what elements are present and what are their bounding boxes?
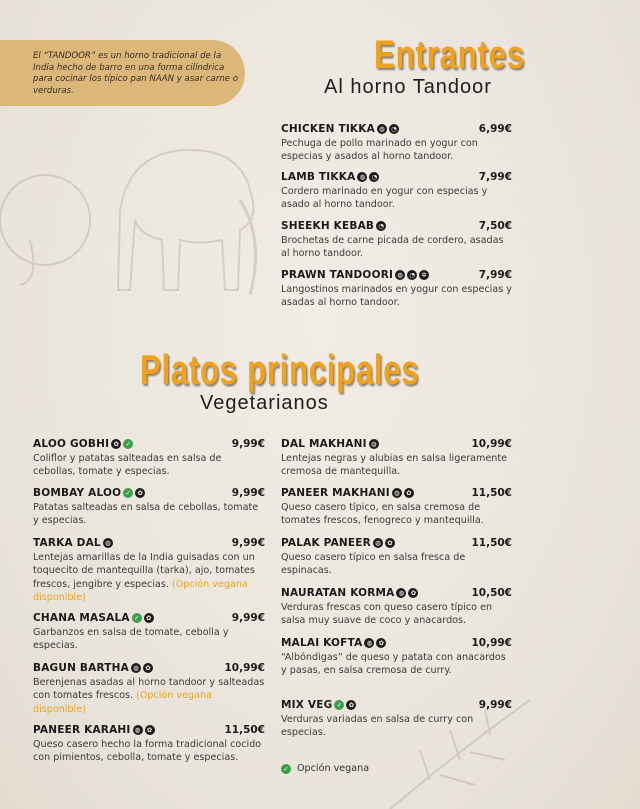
- menu-item-price: 11,50€: [471, 487, 512, 499]
- menu-item-name: BAGUN BARTHA: [33, 662, 129, 674]
- menu-item-description: [281, 601, 512, 628]
- menu-item-price: 9,99€: [478, 699, 512, 711]
- menu-item-header: [281, 636, 512, 650]
- nuts-icon: ✿: [408, 588, 418, 598]
- celery-icon: ◔: [389, 124, 399, 134]
- menu-item-description: [33, 738, 265, 765]
- menu-item-description: [281, 651, 512, 678]
- nuts-icon: ✿: [385, 538, 395, 548]
- description-text: Queso casero típico, en salsa cremosa de tomates frescos, fenogreco y mantequilla.: [281, 502, 484, 527]
- description-text: Verduras frescas con queso casero típico en salsa muy suave de coco y anacardos.: [281, 602, 493, 627]
- dairy-icon: ◍: [396, 588, 406, 598]
- nuts-icon: ✿: [346, 700, 356, 710]
- dairy-icon: ◍: [373, 538, 383, 548]
- menu-item-description: [281, 234, 512, 261]
- nuts-icon: ✿: [144, 613, 154, 623]
- description-text: Queso casero típico en salsa fresca de espinacas.: [281, 552, 466, 577]
- menu-item: [281, 636, 512, 678]
- menu-item: [33, 611, 265, 653]
- description-text: Queso casero hecho la forma tradicional cocido con pimientos, cebolla, tomate y especias.: [33, 739, 262, 764]
- menu-item-description: [281, 185, 512, 212]
- section-title-starters: Entrantes: [374, 33, 525, 77]
- menu-item-name: MALAI KOFTA: [281, 637, 363, 649]
- description-text: Patatas salteadas en salsa de cebollas, tomate y especias.: [33, 502, 259, 527]
- menu-item-name: PANEER KARAHI: [33, 724, 131, 736]
- menu-item-header: [281, 486, 512, 500]
- menu-item: [33, 486, 265, 528]
- menu-item-name: BOMBAY ALOO: [33, 487, 122, 499]
- menu-item-description: [33, 551, 265, 605]
- menu-item-price: 7,99€: [478, 269, 512, 281]
- menu-item: [281, 122, 512, 164]
- description-text: Berenjenas asadas al horno tandoor y salteadas con tomates frescos.: [33, 677, 265, 702]
- menu-item-name: TARKA DAL: [33, 537, 101, 549]
- menu-item-name: PALAK PANEER: [281, 537, 371, 549]
- menu-item-description: [33, 676, 265, 716]
- dairy-icon: ◍: [357, 172, 367, 182]
- menu-item-header: [33, 723, 265, 737]
- menu-item-header: [33, 486, 265, 500]
- description-text: “Albóndigas” de queso y patata con anacardos y pasas, en salsa cremosa de curry.: [281, 652, 506, 677]
- dairy-icon: ◍: [103, 538, 113, 548]
- menu-item-header: [281, 170, 512, 184]
- vegan-icon: ✓: [123, 439, 133, 449]
- description-text: Cordero marinado en yogur con especias y asado al horno tandoor.: [281, 186, 488, 211]
- menu-item: [33, 536, 265, 605]
- menu-item-price: 7,50€: [478, 220, 512, 232]
- menu-item: [281, 437, 512, 479]
- menu-item-price: 10,50€: [471, 587, 512, 599]
- celery-icon: ◔: [407, 270, 417, 280]
- menu-item-name: SHEEKH KEBAB: [281, 220, 375, 232]
- legend: [281, 763, 369, 774]
- section-title-mains: Platos principales: [140, 346, 420, 393]
- menu-item-description: [33, 452, 265, 479]
- menu-item-price: 6,99€: [478, 123, 512, 135]
- menu-item-description: [33, 626, 265, 653]
- dairy-icon: ◍: [133, 725, 143, 735]
- tandoor-info-text: El “TANDOOR” es un horno tradicional de la India hecho de barro en una forma cilíndrica para cocinar los típico pan NAAN y asar carne o verduras.: [33, 51, 239, 96]
- menu-item-price: 9,99€: [231, 612, 265, 624]
- menu-item-header: [33, 611, 265, 625]
- menu-item-name: CHICKEN TIKKA: [281, 123, 375, 135]
- menu-item: [281, 268, 512, 310]
- menu-item-header: [33, 661, 265, 675]
- nuts-icon: ✿: [145, 725, 155, 735]
- menu-item-name: NAURATAN KORMA: [281, 587, 395, 599]
- menu-item-description: [281, 551, 512, 578]
- nuts-icon: ✿: [135, 488, 145, 498]
- menu-item: [281, 536, 512, 578]
- nuts-icon: ✿: [376, 638, 386, 648]
- description-text: Verduras variadas en salsa de curry con especias.: [281, 714, 474, 739]
- menu-item-header: [281, 437, 512, 451]
- menu-item-price: 9,99€: [231, 438, 265, 450]
- description-text: Coliflor y patatas salteadas en salsa de cebollas, tomate y especias.: [33, 453, 222, 478]
- menu-item-price: 10,99€: [471, 637, 512, 649]
- nuts-icon: ✿: [404, 488, 414, 498]
- description-text: Lentejas negras y alubias en salsa ligeramente cremosa de mantequilla.: [281, 453, 508, 478]
- celery-icon: ◔: [376, 221, 386, 231]
- menu-item-description: [33, 501, 265, 528]
- section-subtitle-starters: Al horno Tandoor: [324, 76, 492, 98]
- menu-item-name: LAMB TIKKA: [281, 171, 356, 183]
- tandoor-info-note: [0, 40, 245, 106]
- menu-item: [33, 723, 265, 765]
- vegan-icon: ✓: [132, 613, 142, 623]
- dairy-icon: ◍: [395, 270, 405, 280]
- menu-item: [281, 486, 512, 528]
- menu-item: [281, 170, 512, 212]
- description-text: Pechuga de pollo marinado en yogur con especias y asados al horno tandoor.: [281, 138, 478, 163]
- dairy-icon: ◍: [392, 488, 402, 498]
- dairy-icon: ◍: [131, 663, 141, 673]
- menu-item: [281, 586, 512, 628]
- menu-item-header: [281, 268, 512, 282]
- menu-item: [33, 437, 265, 479]
- menu-item-price: 10,99€: [224, 662, 265, 674]
- menu-item: [281, 219, 512, 261]
- menu-item-name: MIX VEG: [281, 699, 333, 711]
- menu-item-header: [33, 437, 265, 451]
- menu-item-price: 11,50€: [471, 537, 512, 549]
- menu-item-description: [281, 501, 512, 528]
- dairy-icon: ◍: [377, 124, 387, 134]
- vegan-option-note: (Opción vegana disponible): [33, 578, 248, 604]
- menu-item-header: [281, 586, 512, 600]
- nuts-icon: ✿: [143, 663, 153, 673]
- dairy-icon: ◍: [364, 638, 374, 648]
- vegan-option-note: (Opción vegana disponible): [33, 690, 212, 715]
- menu-item-name: DAL MAKHANI: [281, 438, 367, 450]
- dairy-icon: ◍: [369, 439, 379, 449]
- section-subtitle-mains: Vegetarianos: [200, 392, 329, 414]
- nuts-icon: ✿: [111, 439, 121, 449]
- menu-item-price: 9,99€: [231, 487, 265, 499]
- menu-item-description: [281, 713, 512, 740]
- menu-item-description: [281, 137, 512, 164]
- menu-item-price: 10,99€: [471, 438, 512, 450]
- vegan-icon: ✓: [334, 700, 344, 710]
- menu-item: [281, 698, 512, 740]
- menu-item-header: [281, 219, 512, 233]
- menu-item-header: [33, 536, 265, 550]
- menu-item-name: ALOO GOBHI: [33, 438, 110, 450]
- vegan-icon: ✓: [281, 764, 291, 774]
- description-text: Langostinos marinados en yogur con especias y asadas al horno tandoor.: [281, 284, 512, 309]
- menu-item-price: 9,99€: [231, 537, 265, 549]
- menu-item-header: [281, 698, 512, 712]
- menu-item-name: PRAWN TANDOORI: [281, 269, 394, 281]
- menu-item-price: 7,99€: [478, 171, 512, 183]
- description-text: Brochetas de carne picada de cordero, asadas al horno tandoor.: [281, 235, 504, 260]
- menu-item-header: [281, 536, 512, 550]
- peacock-illustration: [0, 160, 100, 290]
- celery-icon: ◔: [369, 172, 379, 182]
- menu-item-name: CHANA MASALA: [33, 612, 130, 624]
- menu-item-price: 11,50€: [224, 724, 265, 736]
- description-text: Lentejas amarillas de la India guisadas con un toquecito de mantequilla (tarka), ajo, tomates frescos, jengibre y especias.: [33, 552, 255, 590]
- crustacean-icon: ✲: [419, 270, 429, 280]
- elephant-illustration: [100, 120, 270, 300]
- menu-item-description: [281, 452, 512, 479]
- vegan-icon: ✓: [123, 488, 133, 498]
- menu-item-name: PANEER MAKHANI: [281, 487, 390, 499]
- legend-label: Opción vegana: [297, 763, 370, 774]
- description-text: Garbanzos en salsa de tomate, cebolla y especias.: [33, 627, 229, 652]
- menu-item-description: [281, 283, 512, 310]
- menu-item-header: [281, 122, 512, 136]
- menu-item: [33, 661, 265, 716]
